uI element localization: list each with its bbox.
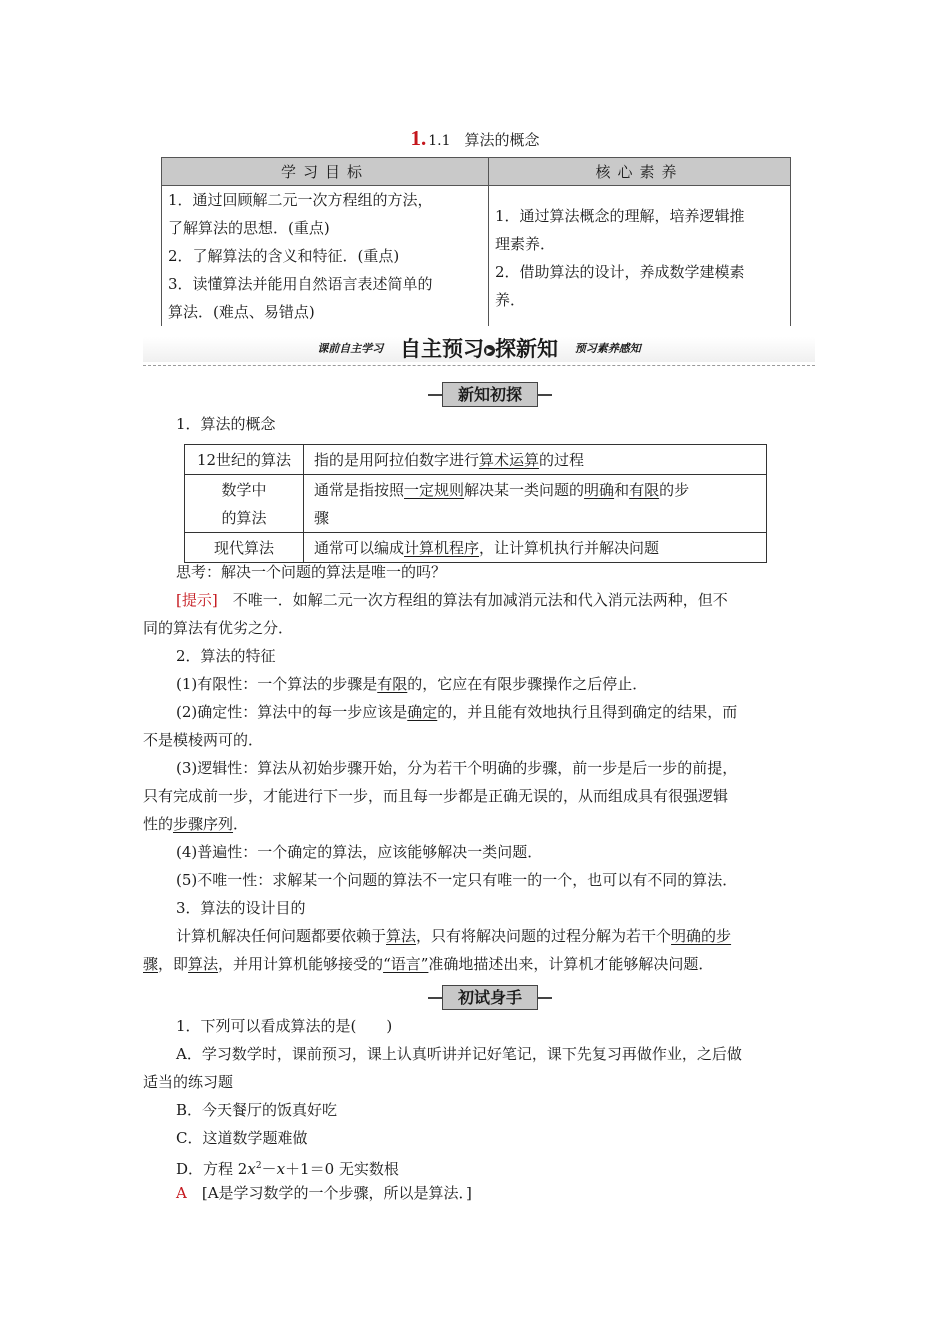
goals-header: 学习目标 — [162, 158, 489, 186]
concept-heading: 1．算法的概念 — [176, 415, 276, 433]
section-try — [428, 985, 552, 1011]
table-row — [185, 445, 767, 475]
goal-line: 1．通过回顾解二元一次方程组的方法， — [168, 191, 433, 209]
row-header: 12世纪的算法 — [185, 445, 304, 475]
literacy-line: 1．通过算法概念的理解，培养逻辑推 — [495, 207, 745, 225]
literacy-line: 养． — [495, 291, 526, 309]
purpose-heading: 3．算法的设计目的 — [176, 899, 306, 917]
option-a: A．学习数学时，课前预习，课上认真听讲并记好笔记，课下先复习再做作业，之后做 — [176, 1045, 742, 1063]
row-content: 通常可以编成计算机程序，让计算机执行并解决问题 — [304, 533, 767, 563]
banner-main-title: 自主预习 ▶ 探新知 — [400, 337, 558, 361]
answer-line — [176, 1183, 472, 1203]
arrow-right-icon: ▶ — [484, 345, 495, 356]
feature-non-uniqueness: (5)不唯一性：求解某一个问题的算法不一定只有唯一的一个，也可以有不同的算法． — [176, 871, 738, 889]
row-header: 数学中 的算法 — [185, 475, 304, 533]
section-new-knowledge — [428, 382, 552, 408]
exercise-question: 1．下列可以看成算法的是( ) — [176, 1017, 393, 1035]
goal-line: 了解算法的思想．(重点) — [168, 219, 330, 237]
row-header: 现代算法 — [185, 533, 304, 563]
goal-line: 3．读懂算法并能用自然语言表述简单的 — [168, 275, 433, 293]
table-row — [185, 533, 767, 563]
section-new-knowledge-label: 新知初探 — [442, 382, 538, 407]
purpose-line-2: 骤，即算法，并用计算机能够接受的“语言”准确地描述出来，计算机才能够解决问题． — [143, 955, 714, 973]
feature-logic-2: 只有完成前一步，才能进行下一步，而且每一步都是正确无误的，从而组成具有很强逻辑 — [143, 787, 729, 805]
literacy-cell — [489, 186, 791, 327]
hint-line: [提示] 不唯一．如解二元一次方程组的算法有加减消元法和代入消元法两种，但不 — [176, 591, 728, 609]
goals-table — [161, 157, 791, 326]
concept-table — [184, 444, 767, 563]
option-d: D．方程 $2x^2-x+1=0$ 无实数根 — [176, 1160, 399, 1178]
lesson-number: 1. — [410, 126, 427, 150]
literacy-line: 理素养． — [495, 235, 556, 253]
hint-line-2: 同的算法有优劣之分． — [143, 619, 294, 637]
literacy-header: 核心素养 — [489, 158, 791, 186]
feature-logic: (3)逻辑性：算法从初始步骤开始，分为若干个明确的步骤，前一步是后一步的前提， — [176, 759, 738, 777]
option-a-2: 适当的练习题 — [143, 1073, 234, 1091]
think-question: 思考：解决一个问题的算法是唯一的吗？ — [176, 563, 447, 581]
feature-definiteness-2: 不是模棱两可的． — [143, 731, 264, 749]
banner-right-label: 预习素养感知 — [574, 342, 641, 355]
purpose-line-1: 计算机解决任何问题都要依赖于算法，只有将解决问题的过程分解为若干个明确的步 — [176, 927, 732, 945]
lesson-subnumber: 1.1 — [428, 133, 451, 149]
option-b: B．今天餐厅的饭真好吃 — [176, 1101, 338, 1119]
goals-cell — [162, 186, 489, 327]
option-c: C．这道数学题难做 — [176, 1129, 308, 1147]
feature-logic-3: 性的步骤序列． — [143, 815, 249, 833]
row-content: 通常是指按照一定规则解决某一类问题的明确和有限的步 骤 — [304, 475, 767, 533]
feature-finiteness: (1)有限性：一个算法的步骤是有限的，它应在有限步骤操作之后停止． — [176, 675, 648, 693]
feature-definiteness: (2)确定性：算法中的每一步应该是确定的，并且能有效地执行且得到确定的结果，而 — [176, 703, 738, 721]
feature-universality: (4)普遍性：一个确定的算法，应该能够解决一类问题． — [176, 843, 543, 861]
features-heading: 2．算法的特征 — [176, 647, 276, 665]
table-row — [185, 475, 767, 533]
answer-letter: A — [176, 1184, 187, 1202]
lesson-title-text: 算法的概念 — [464, 131, 540, 149]
hint-label: [提示] — [176, 591, 218, 609]
literacy-line: 2．借助算法的设计，养成数学建模素 — [495, 263, 745, 281]
section-banner — [143, 333, 815, 366]
section-try-label: 初试身手 — [442, 985, 538, 1010]
lesson-title — [0, 126, 950, 151]
row-content: 指的是用阿拉伯数字进行算术运算的过程 — [304, 445, 767, 475]
goal-line: 算法．(难点、易错点) — [168, 303, 315, 321]
goal-line: 2．了解算法的含义和特征．(重点) — [168, 247, 400, 265]
answer-explanation: [A是学习数学的一个步骤，所以是算法．] — [201, 1184, 472, 1202]
banner-left-label: 课前自主学习 — [317, 342, 384, 355]
